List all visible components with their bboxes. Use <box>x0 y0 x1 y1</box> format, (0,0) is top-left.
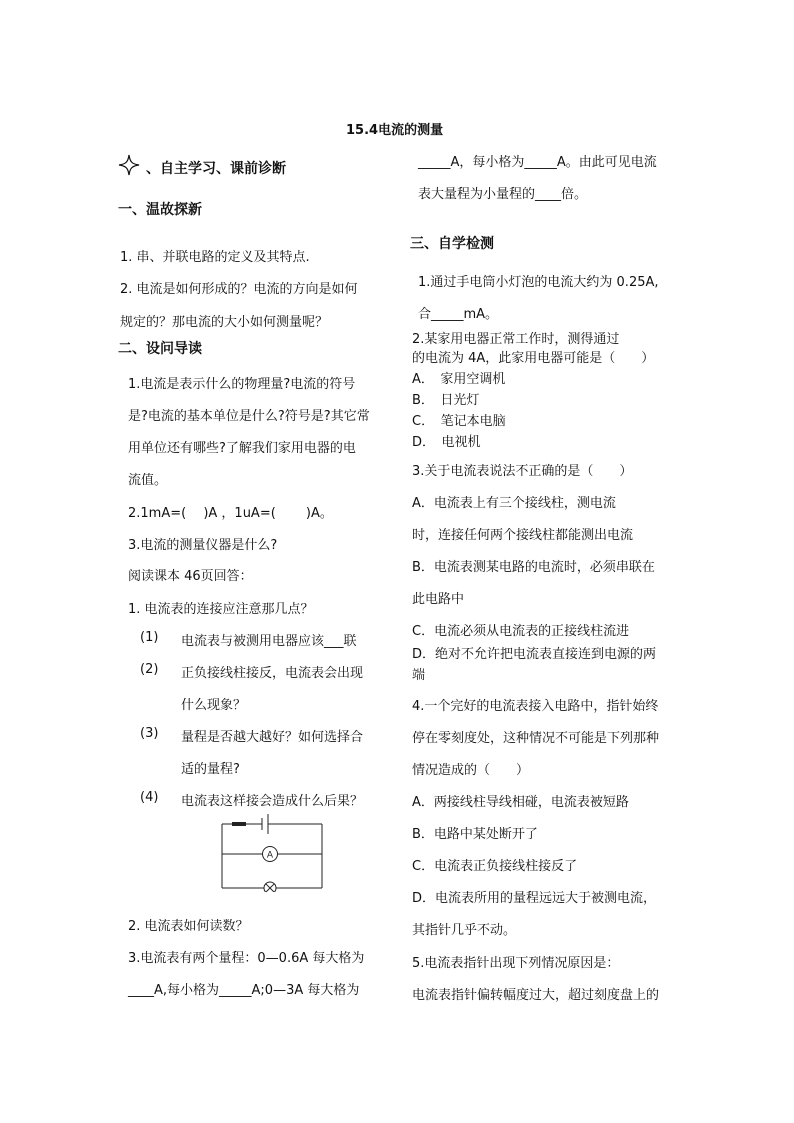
check-3-option-b-line2: 此电路中 <box>412 592 465 607</box>
check-1-line2: 合_____mA。 <box>418 307 499 322</box>
check-4-line3: 情况造成的（ ） <box>412 763 530 778</box>
reading-note: 阅读课本 46页回答： <box>128 569 253 584</box>
check-3-option-d-line2: 端 <box>412 668 426 683</box>
guide-2: 2.1mA=( )A ，1uA=( )A。 <box>128 506 333 521</box>
check-2-option-c: C． 笔记本电脑 <box>412 414 506 429</box>
heading-guided-reading: 二、设问导读 <box>118 341 202 357</box>
sub-2-number: (2) <box>140 662 159 677</box>
check-3-option-c: C．电流必须从电流表的正接线柱流进 <box>412 624 630 639</box>
check-4-option-c: C．电流表正负接线柱接反了 <box>412 859 578 874</box>
guide-1-line2: 是?电流的基本单位是什么?符号是?其它常 <box>128 409 370 424</box>
meter-question-3-line2: ____A,每小格为_____A;0—3A 每大格为 <box>128 983 360 998</box>
check-4-line1: 4.一个完好的电流表接入电路中，指针始终 <box>412 699 659 714</box>
question-2-line2: 规定的？那电流的大小如何测量呢？ <box>120 315 329 330</box>
circuit-diagram <box>218 814 326 892</box>
meter-question-2: 2. 电流表如何读数？ <box>128 919 249 934</box>
sub-1-number: (1) <box>140 630 159 645</box>
sub-3-text-line1: 量程是否越大越好？如何选择合 <box>181 730 364 745</box>
check-2-option-b: B． 日光灯 <box>412 393 480 408</box>
sub-1-text: 电流表与被测用电器应该___联 <box>181 634 357 649</box>
heading-review: 一、温故探新 <box>118 202 202 218</box>
check-2-line2: 的电流为 4A，此家用电器可能是（ ） <box>412 351 655 366</box>
check-4-line2: 停在零刻度处，这种情况不可能是下列那种 <box>412 731 660 746</box>
check-4-option-a: A．两接线柱导线相碰，电流表被短路 <box>412 795 629 810</box>
page-title: 15.4电流的测量 <box>346 123 444 138</box>
check-4-option-d-line1: D．电流表所用的量程远远大于被测电流， <box>412 891 657 906</box>
check-5-line1: 电流表指针偏转幅度过大，超过刻度盘上的 <box>412 988 660 1003</box>
meter-question-3-line1: 3.电流表有两个量程：0—0.6A 每大格为 <box>128 951 365 966</box>
check-3: 3.关于电流表说法不正确的是（ ） <box>412 464 633 479</box>
guide-1-line4: 流值。 <box>128 473 168 488</box>
continued-line1: _____A，每小格为_____A。由此可见电流 <box>418 155 657 170</box>
heading-self-check: 三、自学检测 <box>410 236 494 252</box>
check-2-line1: 2.某家用电器正常工作时，测得通过 <box>412 332 620 347</box>
guide-1-line3: 用单位还有哪些?了解我们家用电器的电 <box>128 441 356 456</box>
guide-1-line1: 1.电流是表示什么的物理量?电流的符号 <box>128 377 356 392</box>
check-2-option-d: D． 电视机 <box>412 435 481 450</box>
question-1: 1. 串、并联电路的定义及其特点. <box>120 250 310 265</box>
lamp-icon <box>264 882 276 892</box>
check-4-option-d-line2: 其指针几乎不动。 <box>412 923 517 938</box>
check-5: 5.电流表指针出现下列情况原因是： <box>412 956 620 971</box>
check-3-option-a-line2: 时，连接任何两个接线柱都能测出电流 <box>412 528 634 543</box>
check-1-line1: 1.通过手电筒小灯泡的电流大约为 0.25A, <box>418 275 659 290</box>
battery-terminal-marker <box>232 822 246 826</box>
sub-4-text: 电流表这样接会造成什么后果？ <box>181 794 364 809</box>
sub-4-number: (4) <box>140 790 159 805</box>
sub-3-number: (3) <box>140 726 159 741</box>
sub-3-text-line2: 适的量程? <box>181 762 240 777</box>
meter-question-1: 1. 电流表的连接应注意那几点？ <box>128 602 314 617</box>
sub-2-text-line1: 正负接线柱接反，电流表会出现 <box>181 666 364 681</box>
check-3-option-d-line1: D．绝对不允许把电流表直接连到电源的两 <box>412 647 657 662</box>
star-icon <box>118 154 140 176</box>
ammeter-label: A <box>266 850 274 861</box>
ammeter-symbol <box>263 847 278 862</box>
question-2-line1: 2. 电流是如何形成的？电流的方向是如何 <box>120 282 358 297</box>
check-3-option-b-line1: B．电流表测某电路的电流时，必须串联在 <box>412 560 655 575</box>
check-3-option-a-line1: A．电流表上有三个接线柱，测电流 <box>412 496 616 511</box>
check-4-option-b: B．电路中某处断开了 <box>412 827 538 842</box>
check-2-option-a: A． 家用空调机 <box>412 372 506 387</box>
guide-3: 3.电流的测量仪器是什么? <box>128 538 278 553</box>
sub-2-text-line2: 什么现象？ <box>181 698 247 713</box>
section-self-study: 、自主学习、课前诊断 <box>146 161 286 177</box>
continued-line2: 表大量程为小量程的____倍。 <box>418 187 588 202</box>
